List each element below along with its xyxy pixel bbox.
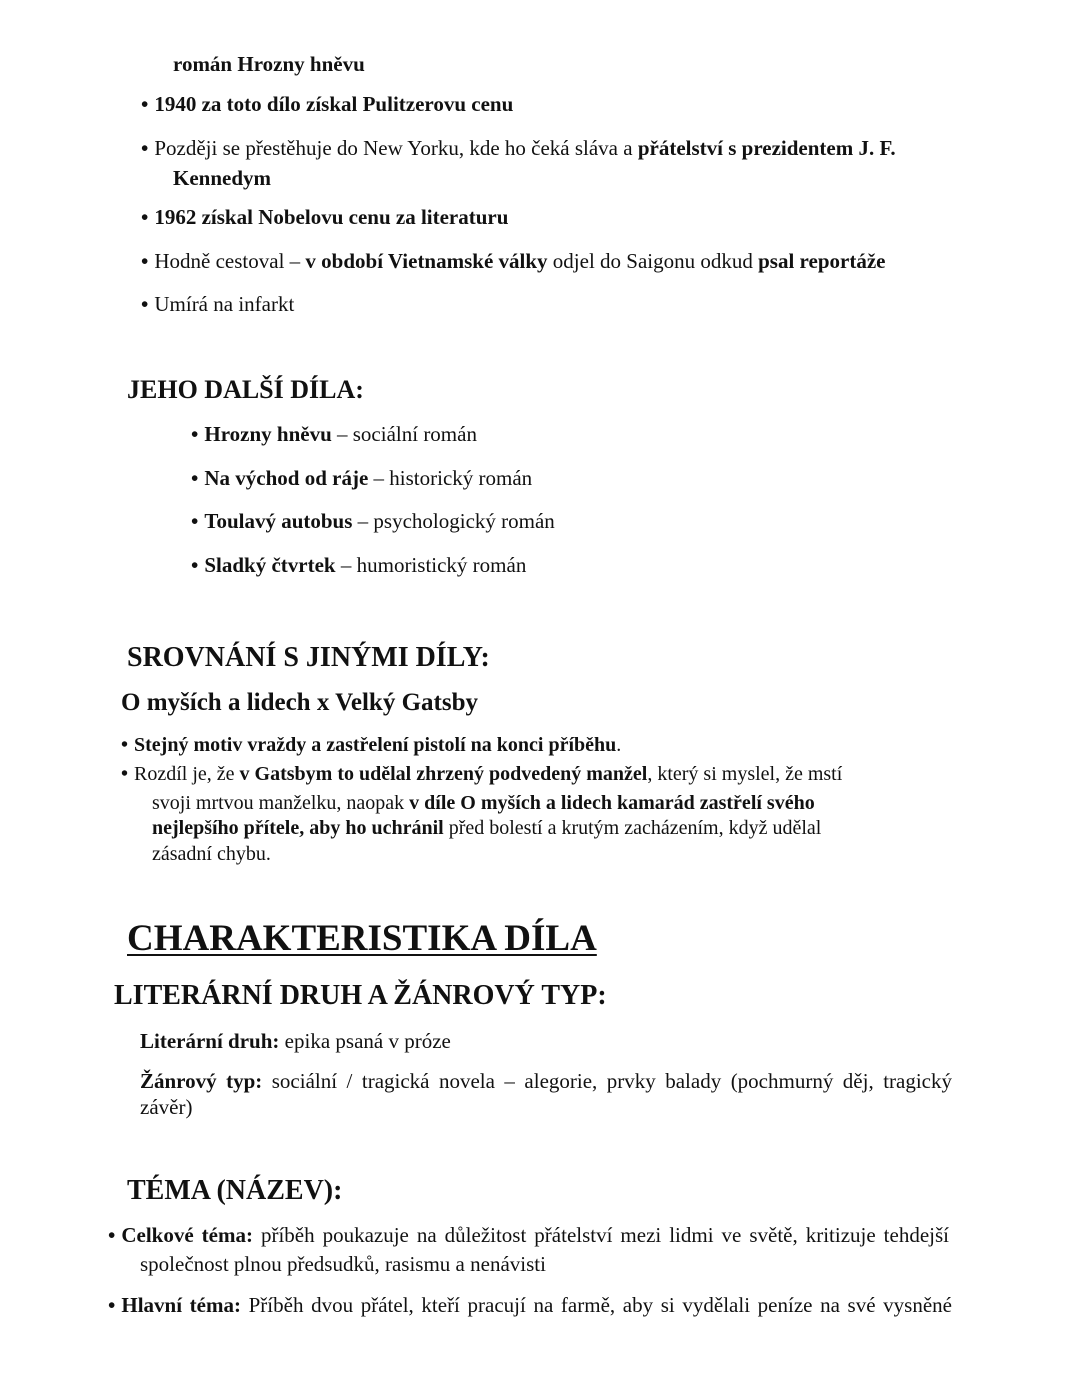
bullet-icon: •	[141, 205, 149, 229]
comparison-point-continuation: svoji mrtvou manželku, naopak v díle O myších a lidech kamarád zastřelí svého	[152, 792, 815, 814]
list-item: • Sladký čtvrtek – humoristický román	[191, 553, 527, 577]
comparison-point: • Rozdíl je, že v Gatsbym to udělal zhrzený podvedený manžel, který si myslel, že mstí	[121, 763, 843, 785]
list-item: • 1940 za toto dílo získal Pulitzerovu cenu	[141, 92, 514, 116]
bullet-icon: •	[191, 466, 199, 490]
genre-type-line: Žánrový typ: sociální / tragická novela – alegorie, prvky balady (pochmurný děj, tragický	[140, 1069, 952, 1093]
section-heading-comparison: SROVNÁNÍ S JINÝMI DÍLY:	[127, 642, 490, 673]
section-heading-theme: TÉMA (NÁZEV):	[127, 1175, 343, 1206]
bullet-icon: •	[141, 92, 149, 116]
theme-point: • Celkové téma: příběh poukazuje na důležitost přátelství mezi lidmi ve světě, kritizuje tehdejší	[108, 1223, 949, 1247]
bullet-icon: •	[141, 249, 149, 273]
literary-genre-line: Literární druh: epika psaná v próze	[140, 1029, 451, 1053]
list-item-continuation: Kennedym	[173, 166, 272, 190]
bullet-icon: •	[191, 553, 199, 577]
comparison-subheading: O myších a lidech x Velký Gatsby	[121, 689, 478, 716]
list-item: • Hodně cestoval – v období Vietnamské války odjel do Saigonu odkud psal reportáže	[141, 249, 886, 273]
comparison-point-continuation: nejlepšího přítele, aby ho uchránil před bolestí a krutým zacházením, když udělal	[152, 817, 822, 839]
list-item: • 1962 získal Nobelovu cenu za literaturu	[141, 205, 509, 229]
bullet-icon: •	[141, 136, 149, 160]
bullet-icon: •	[141, 292, 149, 316]
comparison-point: • Stejný motiv vraždy a zastřelení pistolí na konci příběhu.	[121, 734, 622, 756]
bullet-icon: •	[191, 422, 199, 446]
theme-point: • Hlavní téma: Příběh dvou přátel, kteří pracují na farmě, aby si vydělali peníze na své vysněné	[108, 1293, 952, 1317]
main-heading-characteristics: CHARAKTERISTIKA DÍLA	[127, 918, 597, 959]
bullet-icon: •	[108, 1223, 116, 1247]
list-continuation: román Hrozny hněvu	[173, 52, 365, 76]
list-item: • Umírá na infarkt	[141, 292, 295, 316]
list-item: • Toulavý autobus – psychologický román	[191, 509, 555, 533]
section-heading-other-works: JEHO DALŠÍ DÍLA:	[127, 375, 364, 404]
list-item: • Hrozny hněvu – sociální román	[191, 422, 477, 446]
bullet-icon: •	[108, 1293, 116, 1317]
list-item: • Na východ od ráje – historický román	[191, 466, 533, 490]
section-heading-genre: LITERÁRNÍ DRUH A ŽÁNROVÝ TYP:	[114, 980, 607, 1011]
theme-point-continuation: společnost plnou předsudků, rasismu a nenávisti	[140, 1252, 546, 1276]
list-item: • Později se přestěhuje do New Yorku, kde ho čeká sláva a přátelství s prezidentem J. F.	[141, 136, 896, 160]
bullet-icon: •	[121, 763, 129, 785]
genre-type-continuation: závěr)	[140, 1095, 193, 1119]
bullet-icon: •	[121, 734, 129, 756]
bullet-icon: •	[191, 509, 199, 533]
comparison-point-continuation: zásadní chybu.	[152, 843, 271, 865]
